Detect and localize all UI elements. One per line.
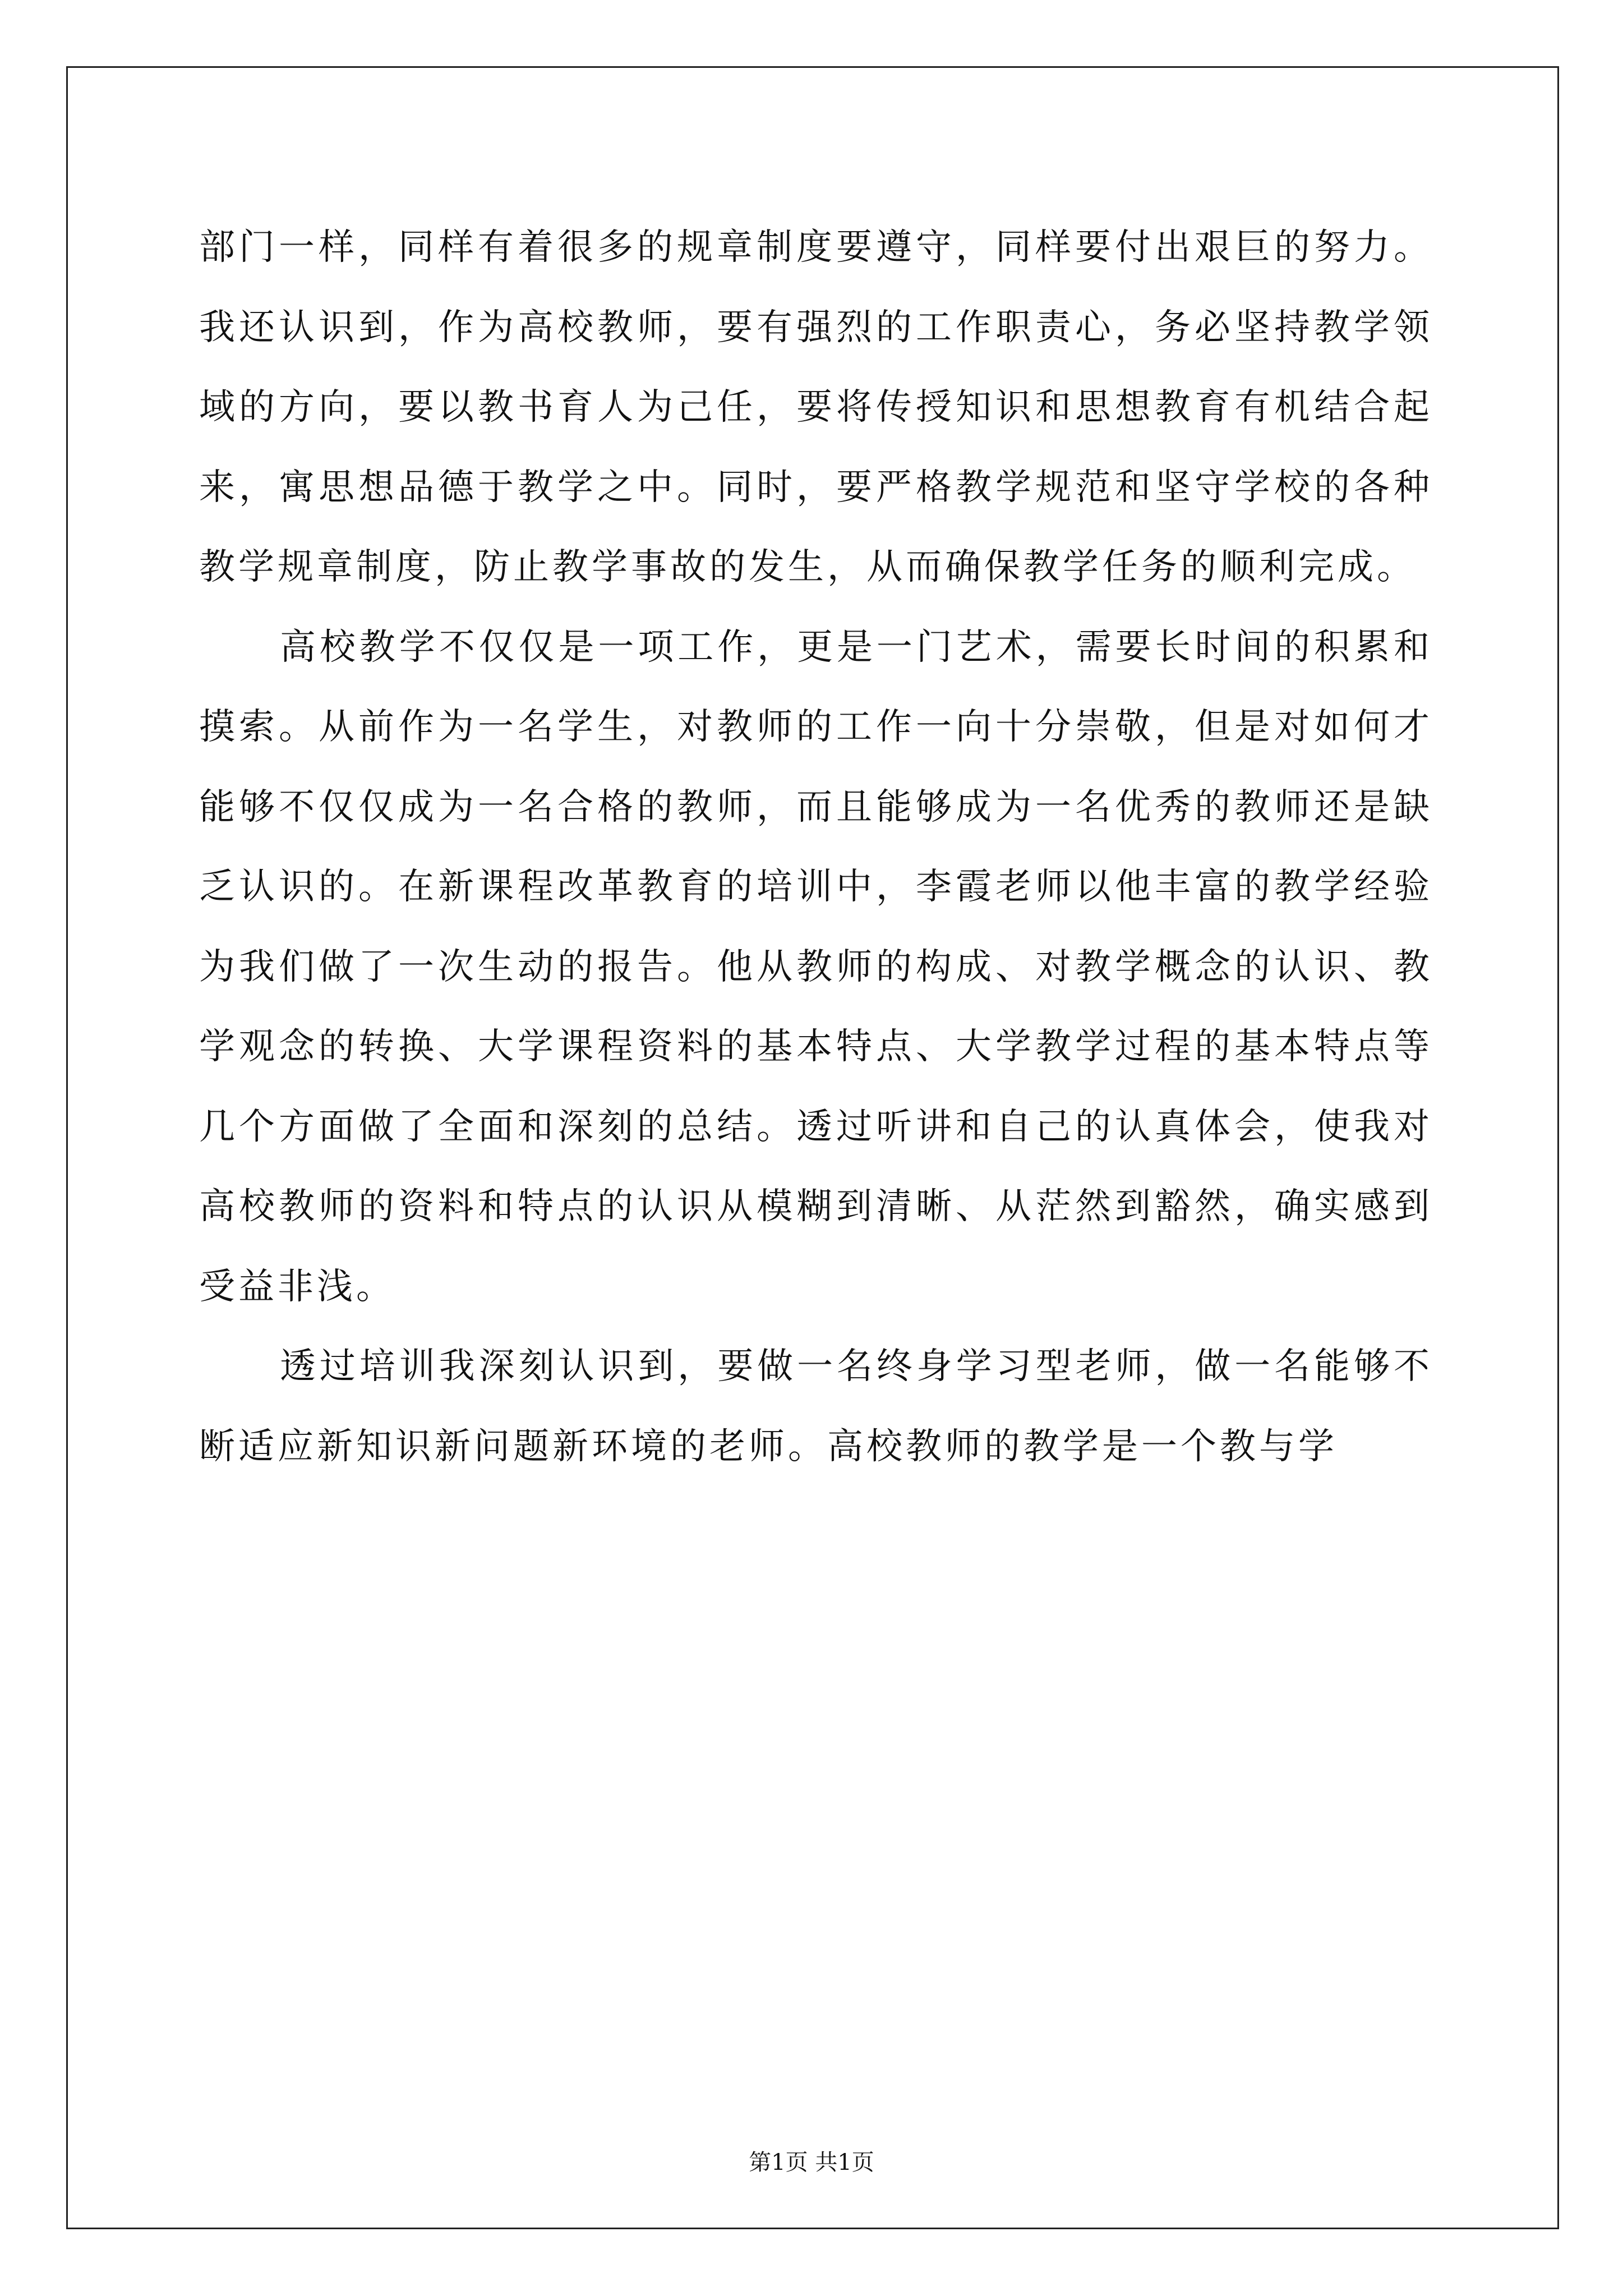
paragraph-1: 部门一样，同样有着很多的规章制度要遵守，同样要付出艰巨的努力。我还认识到，作为高校教师，要有强烈的工作职责心，务必坚持教学领域的方向，要以教书育人为己任，要将传授知识和思想教育有机结合起来，寓思想品德于教学之中。同时，要严格教学规范和坚守学校的各种教学规章制度，防止教学事故的发生，从而确保教学任务的顺利完成。 bbox=[199, 227, 1433, 588]
document-body bbox=[199, 208, 1433, 1487]
page-number-footer: 第1页 共1页 bbox=[749, 2150, 874, 2175]
paragraph-2: 高校教学不仅仅是一项工作，更是一门艺术，需要长时间的积累和摸索。从前作为一名学生，对教师的工作一向十分崇敬，但是对如何才能够不仅仅成为一名合格的教师，而且能够成为一名优秀的教师还是缺乏认识的。在新课程改革教育的培训中，李霞老师以他丰富的教学经验为我们做了一次生动的报告。他从教师的构成、对教学概念的认识、教学观念的转换、大学课程资料的基本特点、大学教学过程的基本特点等几个方面做了全面和深刻的总结。透过听讲和自己的认真体会，使我对高校教师的资料和特点的认识从模糊到清晰、从茫然到豁然，确实感到受益非浅。 bbox=[199, 626, 1433, 1308]
paragraph-3: 透过培训我深刻认识到，要做一名终身学习型老师，做一名能够不断适应新知识新问题新环境的老师。高校教师的教学是一个教与学 bbox=[199, 1346, 1433, 1467]
